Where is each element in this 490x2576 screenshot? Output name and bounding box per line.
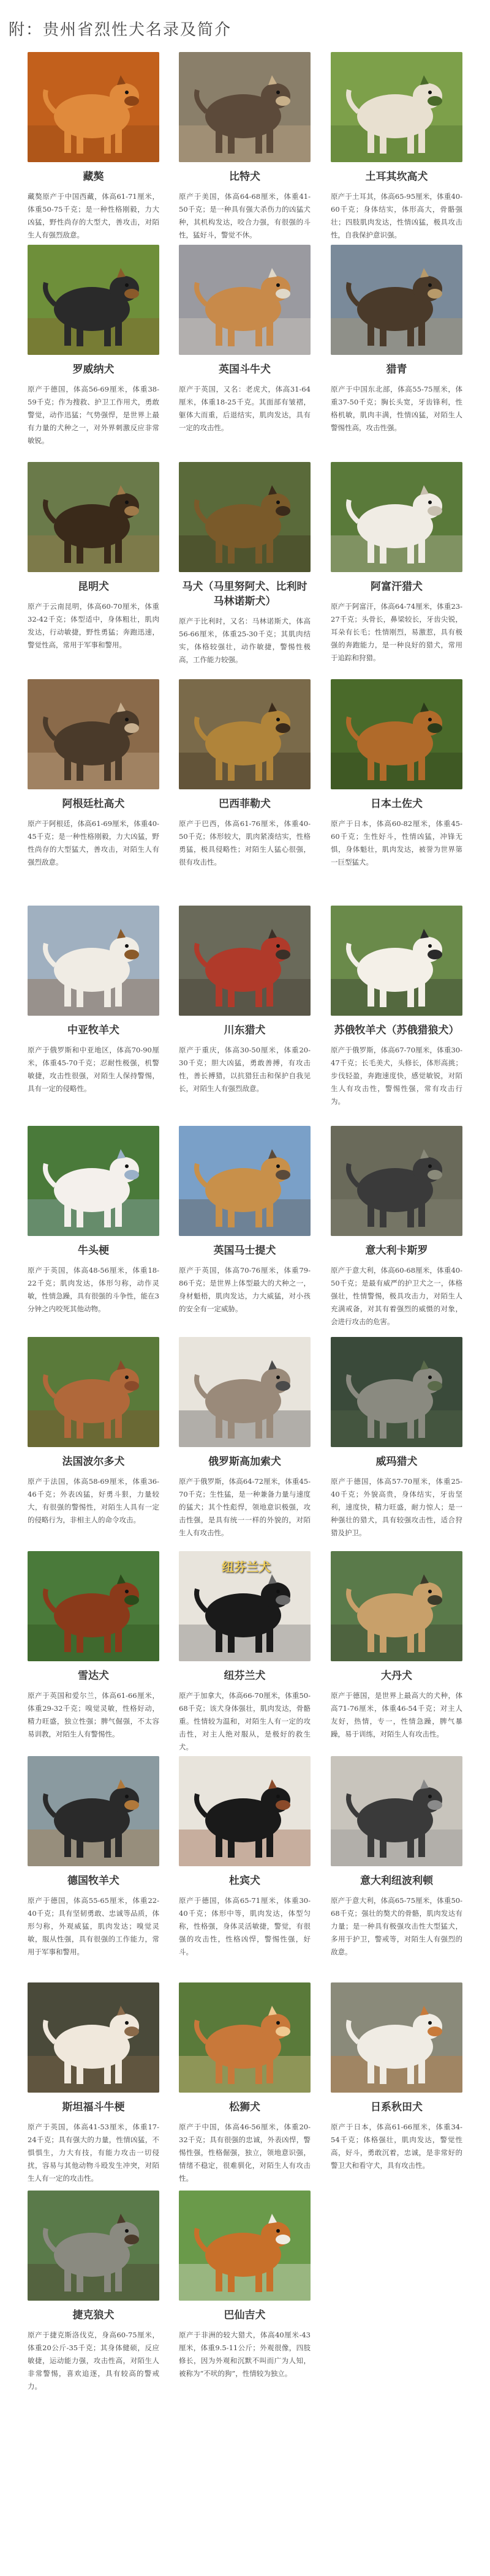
dog-card <box>331 1756 462 1959</box>
dog-photo <box>28 1126 159 1236</box>
dog-photo <box>28 52 159 162</box>
dog-description: 原产于德国，体高55-65厘米，体重22-40千克；具有坚韧勇敢、忠诚等品质，体形匀称，外观威猛，肌肉发达；嗅觉灵敏，服从性强，具有很强的工作能力，常用于军事和警用。 <box>28 1896 159 1956</box>
dog-photo <box>179 52 311 162</box>
dog-photo <box>179 462 311 572</box>
dog-card <box>331 245 462 434</box>
dog-name: 昆明犬 <box>78 581 109 593</box>
dog-card <box>179 1551 311 1754</box>
dog-card <box>179 906 311 1095</box>
dog-card <box>331 1551 462 1741</box>
dog-photo <box>179 1551 311 1661</box>
dog-photo <box>28 906 159 1016</box>
dog-name: 藏獒 <box>83 171 104 183</box>
dog-name: 牛头梗 <box>78 1245 109 1257</box>
dog-card <box>179 462 311 666</box>
dog-card <box>179 245 311 434</box>
dog-name: 罗威纳犬 <box>72 363 115 376</box>
dog-photo <box>331 1756 462 1866</box>
dog-description: 原产于中国东北部，体高55-75厘米，体重37-50千克；胸长头宽，牙齿锋利，性格机敏，肌肉丰满，性情凶猛，对陌生人警惕性高，攻击性强。 <box>331 385 462 432</box>
dog-name: 纽芬兰犬 <box>224 1670 266 1682</box>
dog-photo <box>331 679 462 789</box>
dog-photo <box>331 906 462 1016</box>
dog-card <box>28 52 159 242</box>
dog-description: 原产于巴西，体高61-76厘米，体重40-50千克；体形较大，肌肉紧凑结实，性格勇猛，极具侵略性；对陌生人猛心很强，很有攻击性。 <box>179 819 311 866</box>
dog-description: 原产于意大利，体高60-68厘米，体重40-50千克；是最有威严的护卫犬之一，体格强壮，性情警惕，极具攻击力，对陌生人充满戒备，对其有着强烈的威慑的对象，会进行攻击的危害。 <box>331 1266 462 1326</box>
dog-description: 原产于捷克斯洛伐克，身高60-75厘米，体重20公斤-35千克；其身体健硕，反应敏捷，运动能力强，攻击性高，对陌生人非常警惕，喜欢追逐，具有较高的警戒力。 <box>28 2331 159 2391</box>
dog-description: 原产于俄罗斯，体高67-70厘米，体重30-47千克；长毛美犬，头修长，体形高挑；步伐轻盈，奔跑速度快，感觉敏锐，对陌生人有攻击性，警惕性强，常有攻击行为。 <box>331 1046 462 1106</box>
dog-photo <box>179 1337 311 1447</box>
dog-card <box>331 1126 462 1328</box>
dog-photo <box>179 1126 311 1236</box>
dog-description: 原产于日本，体高61-66厘米，体重34-54千克；体格强壮，肌肉发达，警觉性高，好斗，勇敢沉着，忠诚，是非常好的警卫犬和看守犬，具有攻击性。 <box>331 2123 462 2170</box>
dog-description: 藏獒原产于中国西藏，体高61-71厘米，体重50-75千克；是一种性格刚毅，力大凶猛，野性尚存的大型犬，善攻击，对陌生人有强烈敌意。 <box>28 192 159 239</box>
dog-name: 苏俄牧羊犬（苏俄猎狼犬） <box>334 1024 459 1037</box>
dog-description: 原产于美国，体高64-68厘米，体重41-50千克；是一种具有强大杀伤力的凶猛犬种，其机构发达，咬合力强，有很强的斗性，猛好斗，警觉不休。 <box>179 192 311 239</box>
dog-description: 原产于重庆，体高30-50厘米，体重20-30千克；胆大凶猛，勇敢善搏，有攻击性，善长搏猎，以抗猎狂击和保护自我见长，对陌生人有强烈敌意。 <box>179 1046 311 1093</box>
dog-description: 原产于阿富汗，体高64-74厘米，体重23-27千克；头骨长，鼻梁较长，牙齿尖锐，耳朵有长毛；性情刚烈，易激惹，具有极强的奔跑能力，是一种良好的猎犬，常用于追踪和狩猎。 <box>331 602 462 662</box>
dog-card <box>28 679 159 869</box>
dog-description: 原产于德国，体高56-69厘米，体重38-59千克；作为搜救、护卫工作用犬，勇敢警觉，动作迅猛；气势强悍，是世界上最有力量的犬种之一，对外界刺激反应非常敏锐。 <box>28 385 159 445</box>
dog-description: 原产于法国，体高58-69厘米，体重36-46千克；外表凶猛，好勇斗狠，力量较大，有很强的警惕性，对陌生人具有一定的侵略行为，非相主人的命令攻击。 <box>28 1477 159 1524</box>
dog-card <box>179 52 311 242</box>
dog-card <box>331 1337 462 1539</box>
dog-photo <box>331 462 462 572</box>
dog-name: 斯坦福斗牛梗 <box>62 2101 125 2113</box>
dog-photo <box>331 1982 462 2093</box>
dog-name: 雪达犬 <box>78 1670 109 1682</box>
dog-name: 英国斗牛犬 <box>219 363 271 376</box>
dog-name: 英国马士提犬 <box>213 1245 276 1257</box>
dog-card <box>331 1982 462 2172</box>
dog-card <box>28 1551 159 1741</box>
dog-description: 原产于英国，体高41-53厘米，体重17-24千克；具有强大的力量，性情凶猛，不惧惧生，力大有技，有能力攻击一切侵扰，容易与其他动物斗殴发生冲突，对陌生人有一定的攻击性。 <box>28 2123 159 2183</box>
dog-card <box>179 1337 311 1539</box>
dog-photo <box>331 52 462 162</box>
dog-name: 威玛猎犬 <box>375 1456 418 1468</box>
dog-card <box>28 1756 159 1959</box>
dog-photo <box>331 1126 462 1236</box>
dog-name: 比特犬 <box>229 171 260 183</box>
dog-name: 松狮犬 <box>229 2101 260 2113</box>
dog-name: 川东猎犬 <box>224 1024 266 1037</box>
dog-photo <box>28 1756 159 1866</box>
dog-description: 原产于阿根廷，体高61-69厘米，体重40-45千克；是一种性格刚毅，力大凶猛，野性尚存的大型猛犬，善攻击，对陌生人有强烈敌意。 <box>28 819 159 866</box>
dog-photo <box>28 245 159 355</box>
dog-name: 俄罗斯高加索犬 <box>208 1456 281 1468</box>
dog-description: 原产于比利时，又名：马林诺斯犬，体高56-66厘米，体重25-30千克；其肌肉结实，体格较强壮，动作敏捷，警惕性极高，工作能力较强。 <box>179 617 311 664</box>
dog-photo <box>28 2191 159 2301</box>
dog-name: 巴仙吉犬 <box>224 2309 266 2321</box>
dog-card <box>331 906 462 1108</box>
dog-photo <box>179 2191 311 2301</box>
dog-card <box>28 1982 159 2185</box>
dog-name: 土耳其坎高犬 <box>365 171 428 183</box>
dog-name: 杜宾犬 <box>229 1875 260 1887</box>
dog-card <box>179 679 311 869</box>
dog-card <box>179 1126 311 1316</box>
dog-description: 原产于土耳其，体高65-95厘米，体重40-60千克；身体结实，体形高大，骨骼强壮；四肢肌肉发达，性情凶猛，极具攻击性，自我保护意识强。 <box>331 192 462 239</box>
dog-card <box>179 1756 311 1959</box>
dog-name: 马犬（马里努阿犬、比利时马林诺斯犬） <box>182 581 307 608</box>
dog-card <box>28 906 159 1095</box>
dog-card <box>28 2191 159 2393</box>
dog-description: 原产于德国，体高65-71厘米，体重30-40千克；体形中等，肌肉发达，体型匀称，性格强，身体灵活敏捷，警觉，有很强的攻击性，性格凶悍，警惕性强，好斗。 <box>179 1896 311 1956</box>
dog-card <box>179 2191 311 2380</box>
dog-photo <box>331 1551 462 1661</box>
dog-card <box>28 245 159 447</box>
dog-card <box>331 462 462 664</box>
dog-name: 日本土佐犬 <box>371 798 423 810</box>
dog-description: 原产于中国，体高46-56厘米，体重20-32千克；具有很强的忠诚，外表凶悍，警惕性强，性格倔强，独立，领地意识强，情绪不稳定，很难驯化，对陌生人有攻击性。 <box>179 2123 311 2183</box>
dog-card <box>331 52 462 242</box>
dog-name: 日系秋田犬 <box>371 2101 423 2113</box>
dog-photo <box>179 906 311 1016</box>
dog-photo <box>331 245 462 355</box>
dog-description: 原产于加拿大，体高66-70厘米，体重50-68千克；该犬身体强壮，肌肉发达，骨骼重。性情较为温和，对陌生人有一定的攻击性，对主人绝对服从，是极好的救生犬。 <box>179 1691 311 1751</box>
dog-name: 中亚牧羊犬 <box>67 1024 119 1037</box>
dog-description: 原产于英国和爱尔兰，体高61-66厘米，体重29-32千克；嗅觉灵敏，性格好动，精力旺盛，独立性强；脾气倔强，不太容易训教，对陌生人有警惕性。 <box>28 1691 159 1738</box>
dog-name: 阿根廷杜高犬 <box>62 798 125 810</box>
dog-name: 猎青 <box>386 363 407 376</box>
dog-description: 原产于俄罗斯和中亚地区，体高70-90厘米，体重45-70千克；忍耐性极强，机警敏捷，攻击性很强，对陌生人保持警惕，具有一定的侵略性。 <box>28 1046 159 1093</box>
dog-photo <box>179 1756 311 1866</box>
dog-card <box>179 1982 311 2185</box>
dog-photo <box>179 1982 311 2093</box>
dog-name: 捷克狼犬 <box>72 2309 115 2321</box>
dog-photo <box>331 1337 462 1447</box>
dog-name: 意大利卡斯罗 <box>365 1245 428 1257</box>
dog-description: 原产于英国，体高48-56厘米，体重18-22千克；肌肉发达，体形匀称，动作灵敏，性情急躁，具有很强的斗争性，能在3分钟之内咬死其他动物。 <box>28 1266 159 1313</box>
dog-card <box>28 1337 159 1527</box>
dog-photo <box>28 1337 159 1447</box>
page-title: 附：贵州省烈性犬名录及简介 <box>9 21 232 39</box>
dog-card <box>28 1126 159 1316</box>
dog-name: 德国牧羊犬 <box>67 1875 119 1887</box>
photo-caption: 纽芬兰犬 <box>222 1560 271 1574</box>
dog-description: 原产于俄罗斯，体高64-72厘米，体重45-70千克；生性猛，是一种兼备力量与速度的猛犬；其个性彪悍，领地意识极强，攻击性强，是具有统一一样的外貌的，对陌生人有攻击性。 <box>179 1477 311 1537</box>
dog-description: 原产于非洲的较大猎犬，体高40厘米-43厘米，体重9.5-11公斤；外观很像，四肢修长，因为外观和沉默不叫而广为人知，被称为“不吠的狗”，性情较为独立。 <box>179 2331 311 2378</box>
dog-card <box>28 462 159 652</box>
dog-description: 原产于意大利，体高65-75厘米，体重50-68千克；强壮的獒犬的骨骼，肌肉发达有力量；是一种具有极强攻击性大型猛犬，多用于护卫，警戒等，对陌生人有强烈的敌意。 <box>331 1896 462 1956</box>
dog-photo <box>179 245 311 355</box>
dog-photo <box>28 679 159 789</box>
dog-card <box>331 679 462 869</box>
dog-name: 意大利纽波利顿 <box>360 1875 433 1887</box>
dog-description: 原产于英国，又名：老虎犬，体高31-64厘米，体重18-25千克。其面部有皱褶，躯体大而重，后退结实，肌肉发达，具有一定的攻击性。 <box>179 385 311 432</box>
dog-photo <box>179 679 311 789</box>
dog-description: 原产于英国，体高70-76厘米，体重79-86千克；是世界上体型最大的犬种之一，身材魁梧，肌肉发达，力大威猛，对小孩的安全有一定威胁。 <box>179 1266 311 1313</box>
dog-description: 原产于云南昆明，体高60-70厘米，体重32-42千克；体型适中，身体粗壮，肌肉发达，行动敏捷，野性勇猛；奔跑迅速，警觉性高，常用于军事和警用。 <box>28 602 159 649</box>
dog-photo <box>28 1982 159 2093</box>
dog-name: 阿富汗猎犬 <box>371 581 423 593</box>
dog-name: 大丹犬 <box>381 1670 412 1682</box>
dog-photo <box>28 462 159 572</box>
dog-name: 巴西菲勒犬 <box>219 798 271 810</box>
dog-name: 法国波尔多犬 <box>62 1456 125 1468</box>
dog-description: 原产于德国，是世界上最高大的犬种，体高71-76厘米，体重46-54千克；对主人友好，热情，专一，性情急躁，脾气暴躁，易于训练，对陌生人有攻击性。 <box>331 1691 462 1738</box>
dog-description: 原产于日本，体高60-82厘米，体重45-60千克；生性好斗，性情凶猛，冲锋无惧，身体魁壮，肌肉发达，被誉为世界第一巨型猛犬。 <box>331 819 462 866</box>
dog-description: 原产于德国，体高57-70厘米，体重25-40千克；外貌高贵，身体结实，牙齿坚利，速度快，精力旺盛，耐力惊人；是一种强壮的猎犬，具有较强攻击性，适合狩猎及护卫。 <box>331 1477 462 1537</box>
dog-photo <box>28 1551 159 1661</box>
